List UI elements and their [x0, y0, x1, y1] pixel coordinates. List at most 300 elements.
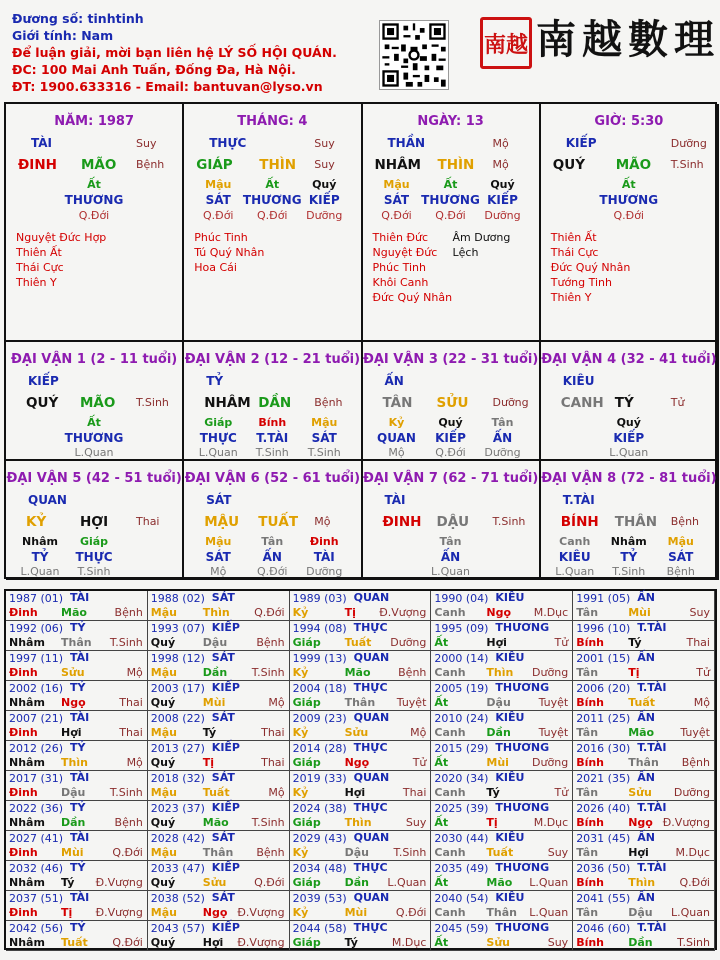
luck-hidden-state: L.Quan	[609, 446, 649, 459]
year-branch: Tý	[202, 726, 217, 739]
luck-title: ĐẠI VẬN 1 (2 - 11 tuổi)	[10, 352, 178, 367]
year-state: Mộ	[126, 666, 143, 679]
luck-hidden-state: L.Quan	[74, 446, 114, 459]
year-stem: Ất	[434, 636, 449, 649]
year-label: 2001 (15)	[576, 652, 631, 665]
year-stem: Canh	[434, 606, 466, 619]
pillar-top-god: THẦN	[387, 136, 426, 150]
luck-hidden-god: THƯƠNG	[64, 431, 124, 445]
hidden-god: SÁT	[383, 193, 410, 207]
year-god: KIẾP	[211, 741, 240, 754]
pillar-stem: NHÂM	[374, 157, 421, 173]
year-god: THỰC	[353, 621, 388, 634]
year-state: Tuyệt	[538, 726, 569, 739]
year-stem: Kỷ	[292, 666, 309, 679]
year-god: THƯƠNG	[495, 861, 550, 874]
year-god: TÀI	[70, 831, 90, 844]
luck-hidden-god: ẤN	[440, 550, 461, 564]
year-label: 2023 (37)	[150, 802, 205, 815]
year-god: T.TÀI	[637, 741, 667, 754]
year-cell	[290, 921, 432, 951]
year-stem: Quý	[150, 636, 176, 649]
year-cell	[290, 861, 432, 891]
year-stem: Canh	[434, 666, 466, 679]
pillar-branch-state: Suy	[314, 158, 335, 171]
year-stem: Tân	[576, 786, 599, 799]
luck-hidden-stem: Tân	[261, 535, 284, 548]
year-state: Bệnh	[114, 816, 143, 829]
luck-branch: THÂN	[614, 514, 658, 530]
year-god: TÀI	[70, 711, 90, 724]
year-branch: Dậu	[61, 786, 86, 799]
year-stem: Nhâm	[9, 696, 45, 709]
year-stem: Nhâm	[9, 876, 45, 889]
year-cell	[148, 771, 290, 801]
year-cell	[431, 621, 573, 651]
year-state: Q.Đới	[112, 936, 143, 949]
year-branch: Dậu	[202, 636, 228, 649]
year-stem: Nhâm	[9, 936, 45, 949]
luck-stem: NHÂM	[204, 395, 251, 411]
year-label: 2014 (28)	[292, 742, 347, 755]
year-label: 2024 (38)	[292, 802, 347, 815]
year-state: Thai	[686, 636, 710, 649]
year-cell	[290, 831, 432, 861]
year-cell	[431, 771, 573, 801]
year-state: Mộ	[410, 726, 427, 739]
year-cell	[573, 741, 715, 771]
year-branch: Hợi	[202, 936, 224, 949]
luck-branch: MÃO	[80, 395, 116, 411]
year-stem: Mậu	[150, 726, 177, 739]
year-god: QUAN	[353, 891, 390, 904]
luck-cell	[6, 461, 184, 580]
luck-hidden-state: T.Sinh	[255, 446, 289, 459]
pillar-title: NĂM: 1987	[54, 114, 135, 129]
luck-title: ĐẠI VẬN 4 (32 - 41 tuổi)	[541, 352, 717, 367]
luck-hidden-god: SÁT	[311, 431, 337, 445]
year-state: Bệnh	[256, 846, 285, 859]
luck-branch: TUẤT	[258, 514, 299, 530]
luck-hidden-god: TỶ	[620, 550, 638, 564]
year-state: Dưỡng	[673, 786, 710, 799]
star-item: Phúc Tinh	[194, 231, 248, 244]
year-branch: Dần	[202, 666, 228, 679]
pillar-branch-state: T.Sinh	[670, 158, 704, 171]
year-label: 2003 (17)	[150, 682, 205, 695]
pillar-stem: ĐINH	[18, 157, 57, 173]
year-cell	[148, 711, 290, 741]
hidden-stem: Mậu	[205, 178, 232, 191]
year-god: THƯƠNG	[495, 741, 550, 754]
year-label: 2010 (24)	[434, 712, 489, 725]
star-item: Âm Dương Lệch	[452, 231, 511, 259]
year-state: M.Dục	[533, 816, 569, 829]
hidden-state: Dưỡng	[484, 209, 521, 222]
year-god: T.TÀI	[637, 921, 667, 934]
year-cell	[148, 891, 290, 921]
hidden-god: KIẾP	[308, 193, 340, 207]
year-label: 2018 (32)	[150, 772, 205, 785]
luck-hidden-stem: Nhâm	[22, 535, 58, 548]
year-state: T.Sinh	[677, 936, 710, 949]
year-stem: Mậu	[150, 606, 177, 619]
pillar-stem: QUÝ	[552, 157, 585, 173]
year-cell	[573, 801, 715, 831]
year-label: 2035 (49)	[434, 862, 489, 875]
year-state: Tử	[696, 666, 710, 679]
luck-hidden-state: L.Quan	[20, 565, 60, 578]
luck-god: ẤN	[384, 374, 404, 388]
year-branch: Thìn	[202, 606, 230, 619]
star-item: Thiên Y	[550, 291, 592, 304]
hidden-state: Q.Đới	[257, 209, 288, 222]
year-label: 2011 (25)	[576, 712, 631, 725]
year-god: ẤN	[637, 771, 655, 784]
luck-hidden-stem: Đinh	[309, 535, 339, 548]
year-label: 2027 (41)	[9, 832, 64, 845]
luck-hidden-state: L.Quan	[198, 446, 238, 459]
year-branch: Mùi	[344, 906, 368, 919]
year-branch: Thìn	[628, 876, 656, 889]
year-branch: Mão	[202, 816, 229, 829]
luck-hidden-god: THỰC	[199, 431, 237, 445]
star-item: Thiên Y	[16, 276, 57, 289]
year-branch: Ngọ	[61, 696, 86, 709]
year-branch: Mão	[344, 666, 371, 679]
year-branch: Tuất	[628, 696, 655, 709]
year-god: SÁT	[211, 711, 235, 724]
year-state: Suy	[689, 606, 710, 619]
year-stem: Giáp	[292, 756, 321, 769]
year-stem: Giáp	[292, 936, 321, 949]
year-stem: Kỷ	[292, 906, 309, 919]
year-god: ẤN	[637, 891, 655, 904]
year-stem: Tân	[576, 666, 599, 679]
year-state: L.Quan	[529, 876, 569, 889]
pillar-cell	[6, 104, 184, 342]
star-item: Nguyệt Đức	[372, 246, 438, 259]
year-state: Mộ	[268, 786, 285, 799]
year-branch: Hợi	[628, 846, 649, 859]
year-god: TỶ	[70, 741, 86, 754]
year-state: M.Dục	[391, 936, 427, 949]
year-label: 2025 (39)	[434, 802, 489, 815]
year-stem: Canh	[434, 846, 466, 859]
hidden-god: THƯƠNG	[421, 193, 480, 207]
year-stem: Kỷ	[292, 726, 309, 739]
pillar-branch: THÌN	[437, 157, 475, 173]
star-item: Nguyệt Đức Hợp	[16, 231, 107, 244]
year-stem: Mậu	[150, 786, 177, 799]
luck-god: KIẾP	[28, 374, 59, 388]
year-god: QUAN	[353, 711, 390, 724]
year-label: 2005 (19)	[434, 682, 489, 695]
year-branch: Tị	[344, 606, 356, 619]
year-branch: Thìn	[486, 666, 514, 679]
year-stem: Đinh	[9, 786, 38, 799]
year-label: 1999 (13)	[292, 652, 347, 665]
luck-state: T.Sinh	[492, 515, 526, 528]
luck-state: Dưỡng	[492, 396, 529, 409]
year-cell	[290, 741, 432, 771]
qr-code-icon	[379, 20, 449, 90]
luck-god: TỶ	[206, 374, 224, 388]
year-god: KIẾP	[211, 801, 240, 814]
luck-god: QUAN	[28, 493, 67, 507]
luck-cell	[541, 461, 719, 580]
year-state: T.Sinh	[251, 816, 285, 829]
year-cell	[431, 891, 573, 921]
year-god: TỶ	[70, 621, 86, 634]
luck-hidden-god: ẤN	[492, 431, 513, 445]
year-stem: Bính	[576, 816, 605, 829]
luck-hidden-god: TỶ	[31, 550, 49, 564]
year-grid	[4, 589, 717, 950]
year-cell	[290, 591, 432, 621]
owner-name-label: Đương số:	[12, 11, 88, 26]
owner-info	[12, 10, 372, 95]
year-state: Dưỡng	[532, 666, 569, 679]
year-label: 1993 (07)	[150, 622, 205, 635]
year-label: 2016 (30)	[576, 742, 631, 755]
luck-stem: QUÝ	[26, 395, 59, 411]
star-item: Hoa Cái	[194, 261, 237, 274]
year-god: THƯƠNG	[495, 681, 550, 694]
year-stem: Nhâm	[9, 756, 45, 769]
year-god: QUAN	[353, 831, 390, 844]
luck-hidden-state: Dưỡng	[306, 565, 343, 578]
year-god: TÀI	[70, 891, 90, 904]
year-stem: Nhâm	[9, 636, 45, 649]
year-god: THƯƠNG	[495, 921, 550, 934]
year-stem: Ất	[434, 876, 449, 889]
year-stem: Quý	[150, 696, 176, 709]
year-cell	[431, 711, 573, 741]
year-cell	[290, 801, 432, 831]
luck-god: KIÊU	[562, 374, 595, 388]
year-state: Mộ	[126, 756, 143, 769]
year-god: KIÊU	[495, 771, 525, 784]
hidden-stem: Ất	[265, 178, 280, 191]
year-cell	[290, 891, 432, 921]
year-cell	[573, 771, 715, 801]
luck-hidden-stem: Giáp	[204, 416, 233, 429]
luck-title: ĐẠI VẬN 5 (42 - 51 tuổi)	[6, 471, 182, 486]
hidden-stem: Ất	[621, 178, 636, 191]
year-god: KIẾP	[211, 681, 240, 694]
year-stem: Đinh	[9, 606, 38, 619]
year-cell	[573, 681, 715, 711]
year-label: 2030 (44)	[434, 832, 489, 845]
year-cell	[431, 681, 573, 711]
year-state: L.Quan	[387, 876, 427, 889]
luck-hidden-god: THỰC	[75, 550, 113, 564]
year-state: Bệnh	[114, 606, 143, 619]
year-god: ẤN	[637, 711, 655, 724]
year-branch: Mùi	[486, 756, 509, 769]
hidden-god: KIẾP	[487, 193, 518, 207]
year-label: 2019 (33)	[292, 772, 347, 785]
year-branch: Tị	[202, 756, 215, 769]
year-god: THỰC	[353, 921, 388, 934]
year-branch: Tuất	[486, 846, 514, 859]
year-branch: Hợi	[344, 786, 366, 799]
luck-hidden-god: KIẾP	[613, 431, 645, 445]
year-cell	[573, 861, 715, 891]
year-stem: Kỷ	[292, 846, 309, 859]
year-branch: Sửu	[344, 726, 369, 739]
luck-hidden-state: Q.Đới	[435, 446, 466, 459]
luck-title: ĐẠI VẬN 7 (62 - 71 tuổi)	[362, 471, 539, 486]
year-branch: Thân	[628, 756, 659, 769]
luck-state: Thai	[136, 515, 160, 528]
year-stem: Mậu	[150, 906, 177, 919]
year-stem: Bính	[576, 756, 605, 769]
year-stem: Quý	[150, 756, 176, 769]
luck-hidden-stem: Bính	[258, 416, 287, 429]
year-branch: Mùi	[202, 696, 226, 709]
year-branch: Ngọ	[202, 906, 228, 919]
year-label: 1988 (02)	[150, 592, 205, 605]
year-label: 1997 (11)	[9, 652, 64, 665]
year-cell	[290, 681, 432, 711]
luck-cell	[363, 342, 541, 461]
luck-god: T.TÀI	[562, 493, 595, 507]
star-list	[551, 230, 631, 305]
year-stem: Mậu	[150, 666, 177, 679]
year-branch: Ngọ	[486, 606, 512, 619]
year-label: 1990 (04)	[434, 592, 489, 605]
luck-state: T.Sinh	[136, 396, 169, 409]
year-god: QUAN	[353, 651, 390, 664]
year-label: 1998 (12)	[150, 652, 205, 665]
year-stem: Bính	[576, 876, 605, 889]
year-label: 2036 (50)	[576, 862, 631, 875]
year-state: Q.Đới	[679, 876, 710, 889]
year-branch: Tý	[344, 936, 358, 949]
year-stem: Giáp	[292, 876, 321, 889]
luck-hidden-god: KIẾP	[435, 431, 466, 445]
year-label: 1995 (09)	[434, 622, 489, 635]
year-god: THỰC	[353, 861, 388, 874]
luck-hidden-stem: Nhâm	[610, 535, 647, 548]
year-state: T.Sinh	[109, 786, 143, 799]
year-god: THƯƠNG	[495, 621, 550, 634]
year-label: 2037 (51)	[9, 892, 64, 905]
year-state: Tuyệt	[680, 726, 710, 739]
year-cell	[148, 591, 290, 621]
year-label: 2033 (47)	[150, 862, 205, 875]
year-state: T.Sinh	[251, 666, 285, 679]
year-label: 1996 (10)	[576, 622, 631, 635]
star-item: Thái Cực	[16, 261, 64, 274]
gender-label: Giới tính:	[12, 28, 82, 43]
star-list-right	[453, 230, 539, 260]
year-stem: Đinh	[9, 846, 38, 859]
year-branch: Ngọ	[344, 756, 370, 769]
year-branch: Dậu	[344, 846, 369, 859]
year-branch: Dậu	[486, 696, 511, 709]
year-branch: Tị	[61, 906, 73, 919]
year-label: 2040 (54)	[434, 892, 489, 905]
year-label: 1992 (06)	[9, 622, 64, 635]
year-god: KIÊU	[495, 591, 525, 604]
year-cell	[431, 591, 573, 621]
hidden-state: Q.Đới	[78, 209, 110, 222]
hidden-god: SÁT	[205, 193, 231, 207]
year-god: T.TÀI	[637, 861, 667, 874]
year-label: 2006 (20)	[576, 682, 631, 695]
phone-email-line: ĐT: 1900.633316 - Email: bantuvan@lyso.vn	[12, 79, 323, 94]
hidden-state: Q.Đới	[613, 209, 644, 222]
year-label: 2008 (22)	[150, 712, 205, 725]
year-label: 2043 (57)	[150, 922, 205, 935]
pillar-title: THÁNG: 4	[237, 114, 308, 129]
red-seal-logo: 南越	[480, 17, 532, 69]
year-cell	[6, 711, 148, 741]
year-cell	[148, 801, 290, 831]
pillar-top-god: TÀI	[31, 136, 53, 150]
year-state: Bệnh	[681, 756, 710, 769]
year-god: TÀI	[70, 651, 90, 664]
star-list	[194, 230, 264, 275]
year-label: 2039 (53)	[292, 892, 347, 905]
luck-hidden-stem: Canh	[559, 535, 591, 548]
luck-cell	[363, 461, 541, 580]
year-label: 2002 (16)	[9, 682, 64, 695]
year-label: 1991 (05)	[576, 592, 631, 605]
year-god: SÁT	[211, 891, 235, 904]
year-branch: Mùi	[61, 846, 84, 859]
year-state: M.Dục	[533, 606, 569, 619]
year-stem: Quý	[150, 936, 176, 949]
year-god: TỶ	[70, 801, 86, 814]
year-label: 1989 (03)	[292, 592, 347, 605]
year-state: T.Sinh	[109, 636, 143, 649]
year-cell	[6, 651, 148, 681]
luck-branch: DẬU	[436, 514, 470, 530]
year-state: L.Quan	[671, 906, 710, 919]
pillar-branch-state: Bệnh	[136, 158, 165, 171]
luck-hidden-state: Mộ	[388, 446, 405, 459]
year-branch: Mùi	[628, 606, 651, 619]
year-cell	[6, 801, 148, 831]
year-state: Suy	[405, 816, 427, 829]
hidden-stem: Ất	[443, 178, 458, 191]
year-branch: Thân	[61, 636, 92, 649]
luck-state: Bệnh	[314, 396, 343, 409]
year-god: SÁT	[211, 771, 235, 784]
year-cell	[431, 861, 573, 891]
year-cell	[431, 831, 573, 861]
luck-hidden-state: Bệnh	[666, 565, 695, 578]
hidden-god: THƯƠNG	[64, 193, 124, 207]
luck-branch: HỢI	[80, 514, 109, 530]
year-stem: Tân	[576, 606, 599, 619]
year-label: 2028 (42)	[150, 832, 205, 845]
year-stem: Kỷ	[292, 606, 309, 619]
year-state: Tử	[554, 636, 569, 649]
pillar-top-state: Suy	[136, 137, 157, 150]
year-god: THỰC	[353, 681, 388, 694]
year-stem: Canh	[434, 906, 466, 919]
year-branch: Tý	[61, 876, 75, 889]
luck-hidden-god: SÁT	[668, 550, 694, 564]
year-branch: Tuất	[61, 936, 88, 949]
year-god: THỰC	[353, 741, 388, 754]
year-state: Tử	[412, 756, 427, 769]
